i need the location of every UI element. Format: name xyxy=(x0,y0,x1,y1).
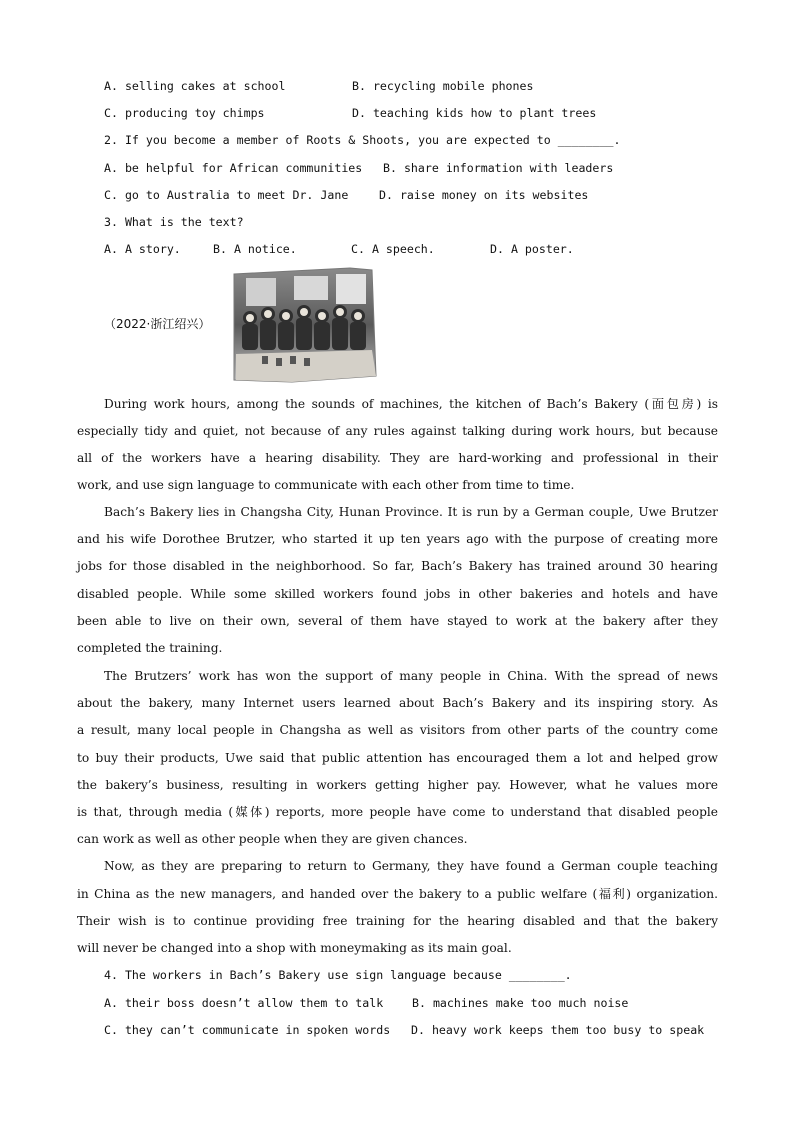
passage-p3-line6: is that, through media (媒体) reports, more people have come to understand that disabled people xyxy=(77,805,718,819)
q2-option-d: D. raise money on its websites xyxy=(379,188,589,202)
passage-p1-line2: especially tidy and quiet, not because of any rules against talking during work hours, but because xyxy=(77,424,718,438)
q1-option-d: D. teaching kids how to plant trees xyxy=(352,106,597,120)
q3-option-d: D. A poster. xyxy=(490,242,574,256)
q2-option-a: A. be helpful for African communities xyxy=(104,161,363,175)
passage-p3-line3: a result, many local people in Changsha as well as visitors from other parts of the country come xyxy=(77,723,718,737)
passage-p1-line1: During work hours, among the sounds of machines, the kitchen of Bach’s Bakery (面包房) is xyxy=(104,397,718,411)
q3-option-a: A. A story. xyxy=(104,242,181,256)
q1-option-c: C. producing toy chimps xyxy=(104,106,265,120)
passage-p2-line5: been able to live on their own, several of them have stayed to work at the bakery after they xyxy=(77,614,718,628)
group-photo xyxy=(232,266,378,384)
passage-p2-line3: jobs for those disabled in the neighborhood. So far, Bach’s Bakery has trained around 30 hearing xyxy=(77,559,718,573)
q2-stem: 2. If you become a member of Roots & Shoots, you are expected to ________. xyxy=(104,133,621,147)
q3-stem: 3. What is the text? xyxy=(104,215,244,229)
passage-p4-line2: in China as the new managers, and handed over the bakery to a public welfare (福利) organization. xyxy=(77,887,718,901)
q4-option-b: B. machines make too much noise xyxy=(412,996,629,1010)
passage-p2-line1: Bach’s Bakery lies in Changsha City, Hunan Province. It is run by a German couple, Uwe Brutzer xyxy=(104,505,718,519)
group-photo-image xyxy=(232,266,378,384)
passage-p3-line7: can work as well as other people when they are given chances. xyxy=(77,832,468,846)
q1-option-a: A. selling cakes at school xyxy=(104,79,286,93)
q4-stem: 4. The workers in Bach’s Bakery use sign language because ________. xyxy=(104,968,572,982)
passage-p2-line2: and his wife Dorothee Brutzer, who started it up ten years ago with the purpose of creating more xyxy=(77,532,718,546)
q3-option-c: C. A speech. xyxy=(351,242,435,256)
passage-p4-line3: Their wish is to continue providing free training for the hearing disabled and that the bakery xyxy=(77,914,718,928)
passage-p4-line4: will never be changed into a shop with moneymaking as its main goal. xyxy=(77,941,512,955)
q2-option-b: B. share information with leaders xyxy=(383,161,614,175)
q4-option-c: C. they can’t communicate in spoken words xyxy=(104,1023,391,1037)
passage-p3-line2: about the bakery, many Internet users learned about Bach’s Bakery and its inspiring story. As xyxy=(77,696,718,710)
passage-p4-line1: Now, as they are preparing to return to Germany, they have found a German couple teaching xyxy=(104,859,718,873)
passage-p1-line4: work, and use sign language to communicate with each other from time to time. xyxy=(77,478,575,492)
passage-p3-line1: The Brutzers’ work has won the support of many people in China. With the spread of news xyxy=(104,669,718,683)
passage-p2-line6: completed the training. xyxy=(77,641,223,655)
q1-option-b: B. recycling mobile phones xyxy=(352,79,534,93)
q4-option-a: A. their boss doesn’t allow them to talk xyxy=(104,996,384,1010)
q2-option-c: C. go to Australia to meet Dr. Jane xyxy=(104,188,349,202)
q4-option-d: D. heavy work keeps them too busy to speak xyxy=(411,1023,705,1037)
source-label: （2022·浙江绍兴） xyxy=(104,317,211,331)
passage-p2-line4: disabled people. While some skilled workers found jobs in other bakeries and hotels and have xyxy=(77,587,718,601)
passage-p3-line4: to buy their products, Uwe said that public attention has encouraged them a lot and helped grow xyxy=(77,751,718,765)
passage-p3-line5: the bakery’s business, resulting in workers getting higher pay. However, what he values more xyxy=(77,778,718,792)
q3-option-b: B. A notice. xyxy=(213,242,297,256)
passage-p1-line3: all of the workers have a hearing disability. They are hard-working and professional in their xyxy=(77,451,718,465)
